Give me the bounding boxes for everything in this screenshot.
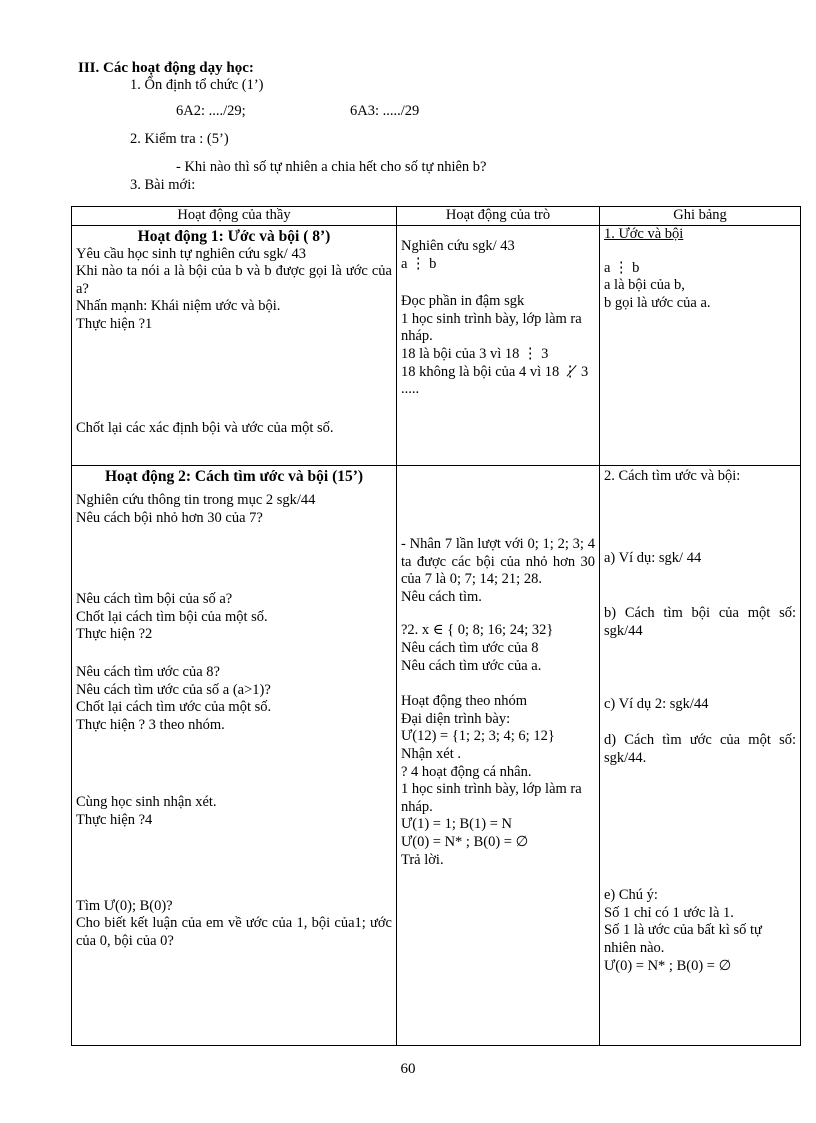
student-line: Trả lời. <box>401 851 444 868</box>
item-new-lesson: 3. Bài mới: <box>130 177 196 193</box>
board-line: c) Ví dụ 2: sgk/44 <box>604 696 709 713</box>
class-6a3: 6A3: ...../29 <box>350 103 420 119</box>
teacher-line: Nghiên cứu thông tin trong mục 2 sgk/44 <box>76 492 316 508</box>
student-line: ? 4 hoạt động cá nhân. <box>401 763 532 780</box>
teacher-line: Thực hiện ?4 <box>76 811 153 828</box>
student-line: Nêu cách tìm. <box>401 588 482 605</box>
teacher-line: Nhấn mạnh: Khái niệm ước và bội. <box>76 298 281 315</box>
board-heading: 2. Cách tìm ước và bội: <box>604 468 741 484</box>
class-6a2: 6A2: ..../29; <box>176 103 246 119</box>
student-line: 18 là bội của 3 vì 18 ⋮ 3 <box>401 345 549 362</box>
board-line: a ⋮ b <box>604 259 640 276</box>
teacher-line: Chốt lại các xác định bội và ước của một số. <box>76 419 334 436</box>
board-heading: 1. Ước và bội <box>604 226 684 242</box>
header-board: Ghi bảng <box>600 207 801 226</box>
student-line: Nêu cách tìm ước của a. <box>401 657 542 674</box>
board-line: Số 1 chỉ có 1 ước là 1. <box>604 904 734 921</box>
table-header-row <box>72 207 801 226</box>
row2-board <box>600 466 801 1046</box>
student-line: - Nhân 7 lần lượt với 0; 1; 2; 3; 4 ta được các bội của nhỏ hơn 30 của 7 là 0; 7; 14; 21; 28. <box>401 536 595 588</box>
board-line: b gọi là ước của a. <box>604 294 711 311</box>
student-line: Ư(0) = N* ; B(0) = ∅ <box>401 833 529 850</box>
student-line: Ư(1) = 1; B(1) = N <box>401 816 512 833</box>
check-question: - Khi nào thì số tự nhiên a chia hết cho số tự nhiên b? <box>176 159 487 175</box>
teacher-line: Nêu cách tìm bội của số a? <box>76 591 233 608</box>
row1-student <box>397 226 600 466</box>
teacher-line: Tìm Ư(0); B(0)? <box>76 897 173 914</box>
header-teacher: Hoạt động của thầy <box>72 207 397 226</box>
student-line: Nhận xét . <box>401 745 461 762</box>
board-line: a) Ví dụ: sgk/ 44 <box>604 549 702 566</box>
row2-student <box>397 466 600 1046</box>
student-line: 18 không là bội của 4 vì 18 ⋮̸ 3 ..... <box>401 363 589 398</box>
activity1-title: Hoạt động 1: Ước và bội ( 8’) <box>137 228 331 245</box>
row1-board <box>600 226 801 466</box>
student-line: Đại diện trình bày: <box>401 710 511 727</box>
student-line: 1 học sinh trình bày, lớp làm ra nháp. <box>401 781 582 815</box>
table-row <box>72 226 801 466</box>
teacher-line: Nêu cách bội nhỏ hơn 30 của 7? <box>76 509 263 526</box>
teacher-line: Chốt lại cách tìm ước của một số. <box>76 699 272 716</box>
board-line: d) Cách tìm ước của một số: sgk/44. <box>604 731 796 766</box>
board-line: a là bội của b, <box>604 277 685 294</box>
board-line: b) Cách tìm bội của một số: sgk/44 <box>604 605 796 639</box>
board-line: Số 1 là ước của bất kì số tự nhiên nào. <box>604 922 762 956</box>
teacher-line: Khi nào ta nói a là bội của b và b được gọi là ước của a? <box>76 263 392 297</box>
header-student: Hoạt động của trò <box>397 207 600 226</box>
student-line: Nêu cách tìm ước của 8 <box>401 639 539 656</box>
item-check: 2. Kiểm tra : (5’) <box>130 131 229 147</box>
item-stability: 1. Ổn định tổ chức (1’) <box>130 77 264 93</box>
row1-teacher <box>72 226 397 466</box>
table-row <box>72 466 801 1046</box>
teacher-line: Thực hiện ? 3 theo nhóm. <box>76 716 225 733</box>
student-line: Hoạt động theo nhóm <box>401 693 528 710</box>
teacher-line: Cùng học sinh nhận xét. <box>76 794 217 811</box>
section-title: III. Các hoạt động dạy học: <box>78 60 254 76</box>
board-line: Ư(0) = N* ; B(0) = ∅ <box>604 957 732 974</box>
teacher-line: Thực hiện ?1 <box>76 315 153 332</box>
teacher-line: Nêu cách tìm ước của số a (a>1)? <box>76 681 271 698</box>
page-number: 60 <box>400 1061 416 1077</box>
student-line: a ⋮ b <box>401 255 437 272</box>
board-line: e) Chú ý: <box>604 887 658 904</box>
teacher-line: Nêu cách tìm ước của 8? <box>76 663 220 680</box>
activity2-title: Hoạt động 2: Cách tìm ước và bội (15’) <box>104 468 364 485</box>
teacher-line: Yêu cầu học sinh tự nghiên cứu sgk/ 43 <box>76 245 306 262</box>
lesson-table <box>71 206 801 1046</box>
teacher-line: Thực hiện ?2 <box>76 626 153 643</box>
student-line: Đọc phần in đậm sgk <box>401 293 525 310</box>
student-line: ?2. x ∈ { 0; 8; 16; 24; 32} <box>401 622 554 639</box>
teacher-line: Cho biết kết luận của em về ước của 1, bội của1; ước của 0, bội của 0? <box>76 915 392 949</box>
student-line: 1 học sinh trình bày, lớp làm ra nháp. <box>401 310 582 345</box>
teacher-line: Chốt lại cách tìm bội của một số. <box>76 608 268 625</box>
row2-teacher <box>72 466 397 1046</box>
student-line: Nghiên cứu sgk/ 43 <box>401 238 515 254</box>
student-line: Ư(12) = {1; 2; 3; 4; 6; 12} <box>401 728 555 745</box>
